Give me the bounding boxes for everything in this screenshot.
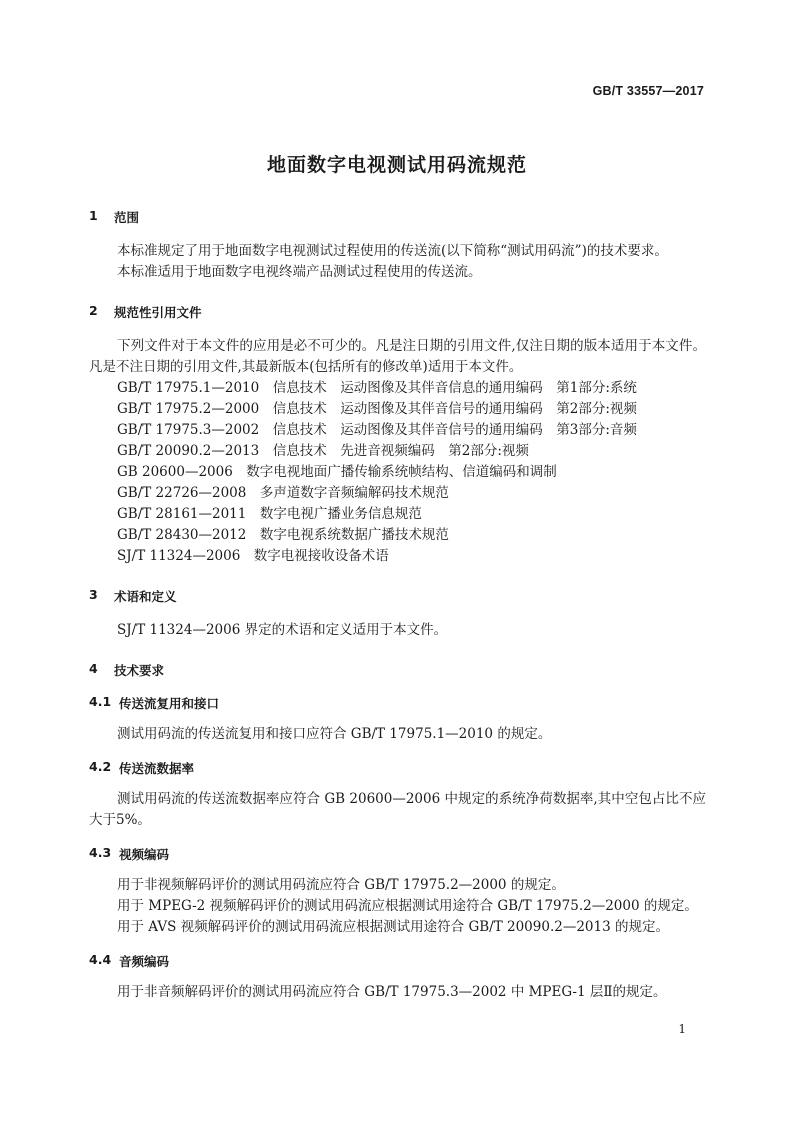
- section-number: 1: [89, 208, 98, 223]
- subsection-number: 4.3: [89, 845, 112, 860]
- section-heading-2: [89, 303, 706, 321]
- subsection-number: 4.1: [89, 694, 112, 709]
- subsection-number: 4.2: [89, 759, 112, 774]
- subsection-heading-4-4: [89, 952, 706, 970]
- section-number: 2: [89, 303, 98, 318]
- paragraph: 用于 AVS 视频解码评价的测试用码流应根据测试用途符合 GB/T 20090.2—2013 的规定。: [117, 919, 669, 935]
- section-title: 范围: [114, 210, 140, 225]
- reference-item: GB/T 28161—2011 数字电视广播业务信息规范: [117, 506, 422, 522]
- reference-item: GB/T 17975.3—2002 信息技术 运动图像及其伴音信号的通用编码 第3部分:音频: [117, 422, 637, 438]
- reference-item: SJ/T 11324—2006 数字电视接收设备术语: [117, 548, 389, 564]
- page-number: 1: [678, 1022, 686, 1036]
- subsection-title: 传送流数据率: [119, 761, 195, 776]
- section-title: 术语和定义: [114, 589, 177, 604]
- paragraph: 下列文件对于本文件的应用是必不可少的。凡是注日期的引用文件,仅注日期的版本适用于本文件。凡是不注日期的引用文件,其最新版本(包括所有的修改单)适用于本文件。: [89, 338, 706, 375]
- section-heading-4: [89, 661, 706, 679]
- paragraph: 用于非视频解码评价的测试用码流应符合 GB/T 17975.2—2000 的规定。: [117, 877, 565, 893]
- document-title: 地面数字电视测试用码流规范: [266, 154, 527, 176]
- reference-item: GB/T 28430—2012 数字电视系统数据广播技术规范: [117, 527, 449, 543]
- subsection-title: 音频编码: [119, 954, 170, 969]
- section-heading-3: [89, 587, 706, 605]
- paragraph: 测试用码流的传送流数据率应符合 GB 20600—2006 中规定的系统净荷数据率,其中空包占比不应大于5%。: [89, 791, 706, 828]
- reference-item: GB/T 17975.1—2010 信息技术 运动图像及其伴音信息的通用编码 第1部分:系统: [117, 380, 637, 396]
- reference-item: GB/T 22726—2008 多声道数字音频编解码技术规范: [117, 485, 449, 501]
- subsection-number: 4.4: [89, 952, 112, 967]
- subsection-heading-4-3: [89, 845, 706, 863]
- subsection-title: 传送流复用和接口: [119, 696, 220, 711]
- subsection-title: 视频编码: [119, 847, 170, 862]
- section-title: 规范性引用文件: [114, 305, 202, 320]
- section-number: 3: [89, 587, 98, 602]
- paragraph: 测试用码流的传送流复用和接口应符合 GB/T 17975.1—2010 的规定。: [117, 726, 552, 742]
- paragraph: 用于非音频解码评价的测试用码流应符合 GB/T 17975.3—2002 中 MPEG-1 层Ⅱ的规定。: [117, 984, 667, 1000]
- paragraph: SJ/T 11324—2006 界定的术语和定义适用于本文件。: [117, 622, 448, 638]
- paragraph: 用于 MPEG-2 视频解码评价的测试用码流应根据测试用途符合 GB/T 17975.2—2000 的规定。: [117, 898, 698, 914]
- section-number: 4: [89, 661, 98, 676]
- reference-item: GB 20600—2006 数字电视地面广播传输系统帧结构、信道编码和调制: [117, 464, 557, 480]
- reference-list: [89, 378, 706, 567]
- document-body: [89, 208, 706, 1003]
- reference-item: GB/T 17975.2—2000 信息技术 运动图像及其伴音信号的通用编码 第2部分:视频: [117, 401, 637, 417]
- section-heading-1: [89, 208, 706, 226]
- reference-item: GB/T 20090.2—2013 信息技术 先进音视频编码 第2部分:视频: [117, 443, 529, 459]
- subsection-heading-4-2: [89, 759, 706, 777]
- paragraph: 本标准规定了用于地面数字电视测试过程使用的传送流(以下简称“测试用码流”)的技术要求。: [117, 243, 668, 259]
- section-title: 技术要求: [114, 663, 165, 678]
- standard-code: GB/T 33557—2017: [592, 84, 704, 98]
- paragraph: 本标准适用于地面数字电视终端产品测试过程使用的传送流。: [117, 264, 482, 280]
- subsection-heading-4-1: [89, 694, 706, 712]
